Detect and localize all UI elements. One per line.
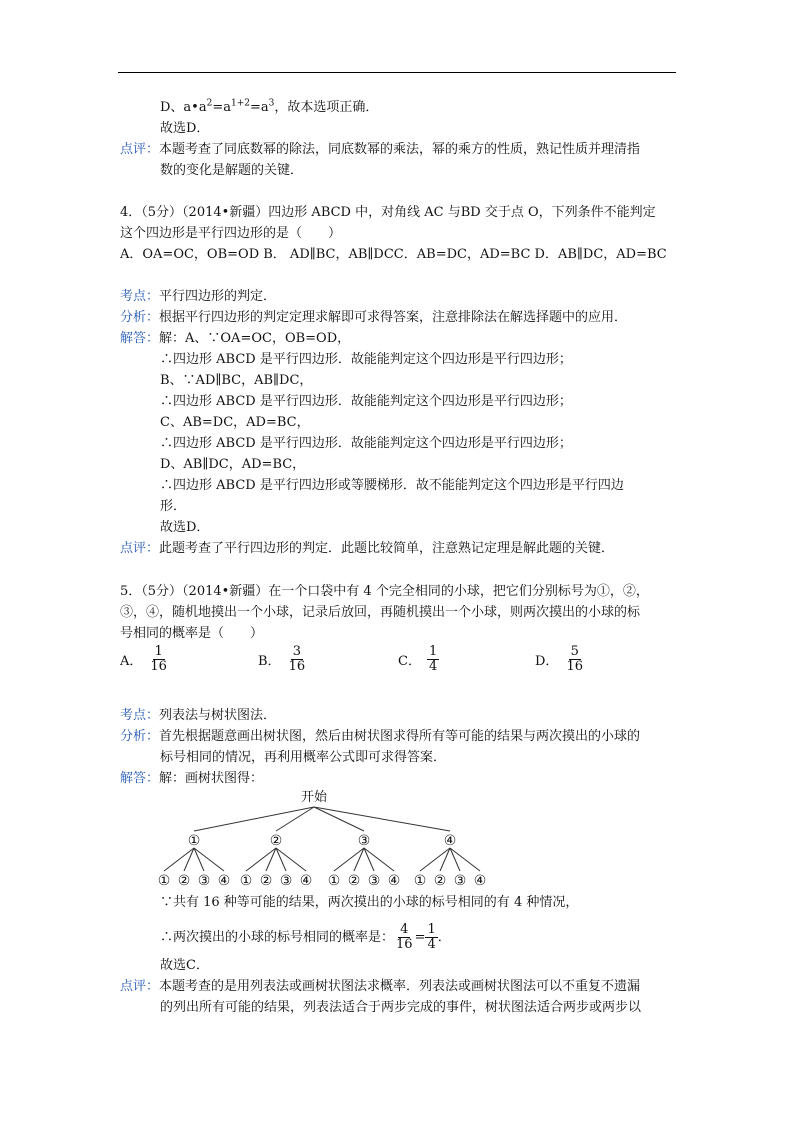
q5-stem: 5．（5分）（2014•新疆）在一个口袋中有 4 个完全相同的小球，把它们分别标号为①，②， bbox=[120, 584, 649, 599]
q5-review-cont: 的列出所有可能的结果，列表法适合于两步完成的事件，树状图法适合两步或两步以 bbox=[160, 1000, 642, 1015]
q5-option-b: B． $\frac{3}{16}$ bbox=[258, 644, 306, 674]
q5-solution: 解答：解：画树状图得： bbox=[120, 771, 264, 786]
tree-branch bbox=[314, 807, 364, 831]
q4-solution-line: ∴四边形 ABCD 是平行四边形．故能能判定这个四边形是平行四边形； bbox=[160, 436, 572, 451]
q5-analysis-cont: 标号相同的情况，再利用概率公式即可求得答案． bbox=[160, 750, 447, 765]
q4-kaodian: 考点：平行四边形的判定． bbox=[120, 289, 277, 304]
q4-review: 点评：此题考查了平行四边形的判定．此题比较简单，注意熟记定理是解此题的关键． bbox=[120, 541, 615, 556]
q3-review-cont: 数的变化是解题的关键． bbox=[160, 163, 304, 178]
q4-solution-line: C、AB=DC，AD=BC， bbox=[160, 415, 310, 430]
tree-node-level2: ④ bbox=[387, 873, 401, 889]
tree-node-level1: ③ bbox=[357, 833, 371, 849]
probability-fraction-simplified: $\frac{1}{4}$ bbox=[427, 922, 436, 952]
tree-node-level2: ② bbox=[347, 873, 361, 889]
tree-node-level2: ② bbox=[433, 873, 447, 889]
q4-solution-line: B、∵AD∥BC，AB∥DC， bbox=[160, 373, 313, 388]
q3-option-d: D、$a•a^2=a^{1+2}=a^3$，故本选项正确． bbox=[160, 98, 379, 115]
q4-solution-line: ∴四边形 ABCD 是平行四边形．故能能判定这个四边形是平行四边形； bbox=[160, 352, 572, 367]
tree-node-level2: ③ bbox=[367, 873, 381, 889]
tree-node-level2: ② bbox=[177, 873, 191, 889]
tree-node-level2: ② bbox=[259, 873, 273, 889]
q4-solution-line: ∴四边形 ABCD 是平行四边形．故能能判定这个四边形是平行四边形； bbox=[160, 394, 572, 409]
tree-node-level2: ④ bbox=[217, 873, 231, 889]
tree-node-level2: ③ bbox=[453, 873, 467, 889]
tree-branch bbox=[314, 807, 450, 831]
q5-kaodian: 考点：列表法与树状图法． bbox=[120, 708, 277, 723]
q5-answer: 故选C． bbox=[160, 958, 209, 973]
q3-review: 点评：本题考查了同底数幂的除法，同底数幂的乘法，幂的乘方的性质，熟记性质并理清指 bbox=[120, 142, 641, 157]
tree-diagram bbox=[150, 785, 510, 895]
tree-node-level2: ① bbox=[157, 873, 171, 889]
tree-node-level2: ① bbox=[327, 873, 341, 889]
q5-solution-line: ∵共有 16 种等可能的结果，两次摸出的小球的标号相同的有 4 种情况， bbox=[160, 895, 579, 910]
probability-fraction: $\frac{4}{16}$ bbox=[396, 922, 413, 952]
q4-solution-line: 形． bbox=[160, 499, 187, 514]
review-label: 点评： bbox=[120, 142, 160, 157]
q4-solution-line: ∴四边形 ABCD 是平行四边形或等腰梯形．故不能能判定这个四边形是平行四边 bbox=[160, 478, 624, 493]
tree-branch bbox=[194, 807, 314, 831]
q4-analysis: 分析：根据平行四边形的判定定理求解即可求得答案，注意排除法在解选择题中的应用． bbox=[120, 310, 628, 325]
top-rule bbox=[118, 72, 676, 73]
tree-node-level2: ④ bbox=[473, 873, 487, 889]
tree-node-level2: ④ bbox=[299, 873, 313, 889]
q4-solution: 解答：解：A、∵OA=OC，OB=OD， bbox=[120, 331, 351, 346]
q4-solution-line: D、AB∥DC，AD=BC， bbox=[160, 457, 306, 472]
tree-node-level2: ① bbox=[413, 873, 427, 889]
tree-root-label: 开始 bbox=[300, 790, 328, 805]
q4-stem: 4．（5分）（2014•新疆）四边形 ABCD 中，对角线 AC 与BD 交于点 O，下列条件不能判定 bbox=[120, 205, 656, 220]
q5-stem-cont: 号相同的概率是（ ） bbox=[120, 626, 264, 641]
q5-stem-cont: ③，④，随机地摸出一个小球，记录后放回，再随机摸出一个小球，则两次摸出的小球的标 bbox=[120, 605, 641, 620]
q5-review: 点评：本题考查的是用列表法或画树状图法求概率．列表法或画树状图法可以不重复不遗漏 bbox=[120, 979, 641, 994]
q5-analysis: 分析：首先根据题意画出树状图，然后由树状图求得所有等可能的结果与两次摸出的小球的 bbox=[120, 729, 641, 744]
q3-answer: 故选D． bbox=[160, 121, 210, 136]
tree-node-level2: ③ bbox=[279, 873, 293, 889]
tree-node-level1: ④ bbox=[443, 833, 457, 849]
q5-option-d: D． $\frac{5}{16}$ bbox=[535, 644, 583, 674]
q4-options: A．OA=OC，OB=OD B． AD∥BC，AB∥DCC．AB=DC，AD=BC D．AB∥DC，AD=BC bbox=[120, 247, 667, 262]
q5-option-c: C． $\frac{1}{4}$ bbox=[398, 644, 438, 674]
q4-solution-line: 故选D． bbox=[160, 520, 210, 535]
tree-node-level1: ① bbox=[187, 833, 201, 849]
q5-probability-line: ∴两次摸出的小球的标号相同的概率是： $\frac{4}{16}$ = $\frac{1}{4}$ ． bbox=[160, 922, 451, 952]
q5-option-a: A． $\frac{1}{16}$ bbox=[120, 644, 167, 674]
tree-node-level2: ③ bbox=[197, 873, 211, 889]
q4-stem-cont: 这个四边形是平行四边形的是（ ） bbox=[120, 226, 342, 241]
tree-node-level1: ② bbox=[269, 833, 283, 849]
tree-node-level2: ① bbox=[239, 873, 253, 889]
